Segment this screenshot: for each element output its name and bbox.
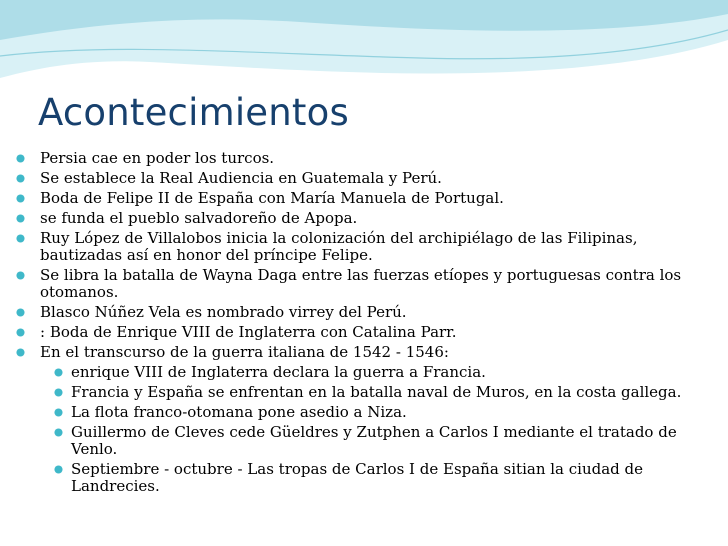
circle-bullet-icon [16, 234, 25, 243]
circle-bullet-icon [54, 465, 63, 474]
circle-bullet-icon [54, 368, 63, 377]
circle-bullet-icon [16, 271, 25, 280]
bullet-item [0, 267, 728, 301]
circle-bullet-icon [16, 214, 25, 223]
bullet-text: Guillermo de Cleves cede Güeldres y Zutphen a Carlos I mediante el tratado de Venlo. [71, 423, 677, 458]
bullet-text: Ruy López de Villalobos inicia la colonización del archipiélago de las Filipinas, bautizadas así en honor del príncipe Felipe. [40, 229, 638, 264]
bullet-text: enrique VIII de Inglaterra declara la guerra a Francia. [71, 363, 486, 381]
bullet-text: Se libra la batalla de Wayna Daga entre las fuerzas etíopes y portuguesas contra los otomanos. [40, 266, 682, 301]
slide-title: Acontecimientos [38, 91, 349, 134]
bullet-item [0, 324, 728, 341]
sub-bullet-item [0, 404, 728, 421]
bullet-item [0, 344, 728, 361]
sub-bullet-item [0, 424, 728, 458]
circle-bullet-icon [54, 428, 63, 437]
sub-bullet-item [0, 364, 728, 381]
bullet-text: Boda de Felipe II de España con María Manuela de Portugal. [40, 189, 504, 207]
bullet-list [0, 150, 728, 498]
bullet-text: Blasco Núñez Vela es nombrado virrey del Perú. [40, 303, 407, 321]
bullet-item [0, 190, 728, 207]
bullet-text: Septiembre - octubre - Las tropas de Carlos I de España sitian la ciudad de Landrecies. [71, 460, 644, 495]
circle-bullet-icon [16, 328, 25, 337]
bullet-item [0, 150, 728, 167]
circle-bullet-icon [16, 194, 25, 203]
bullet-text: Se establece la Real Audiencia en Guatemala y Perú. [40, 169, 442, 187]
header-wave-decoration [0, 0, 728, 95]
circle-bullet-icon [54, 408, 63, 417]
bullet-item [0, 210, 728, 227]
bullet-item [0, 304, 728, 321]
bullet-text: : Boda de Enrique VIII de Inglaterra con Catalina Parr. [40, 323, 457, 341]
bullet-text: Persia cae en poder los turcos. [40, 149, 275, 167]
circle-bullet-icon [16, 174, 25, 183]
sub-bullet-item [0, 384, 728, 401]
bullet-text: se funda el pueblo salvadoreño de Apopa. [40, 209, 358, 227]
sub-bullet-item [0, 461, 728, 495]
bullet-text: En el transcurso de la guerra italiana de 1542 - 1546: [40, 343, 449, 361]
bullet-item [0, 230, 728, 264]
bullet-item [0, 170, 728, 187]
circle-bullet-icon [16, 308, 25, 317]
bullet-text: La flota franco-otomana pone asedio a Niza. [71, 403, 407, 421]
circle-bullet-icon [54, 388, 63, 397]
bullet-text: Francia y España se enfrentan en la batalla naval de Muros, en la costa gallega. [71, 383, 682, 401]
circle-bullet-icon [16, 154, 25, 163]
circle-bullet-icon [16, 348, 25, 357]
